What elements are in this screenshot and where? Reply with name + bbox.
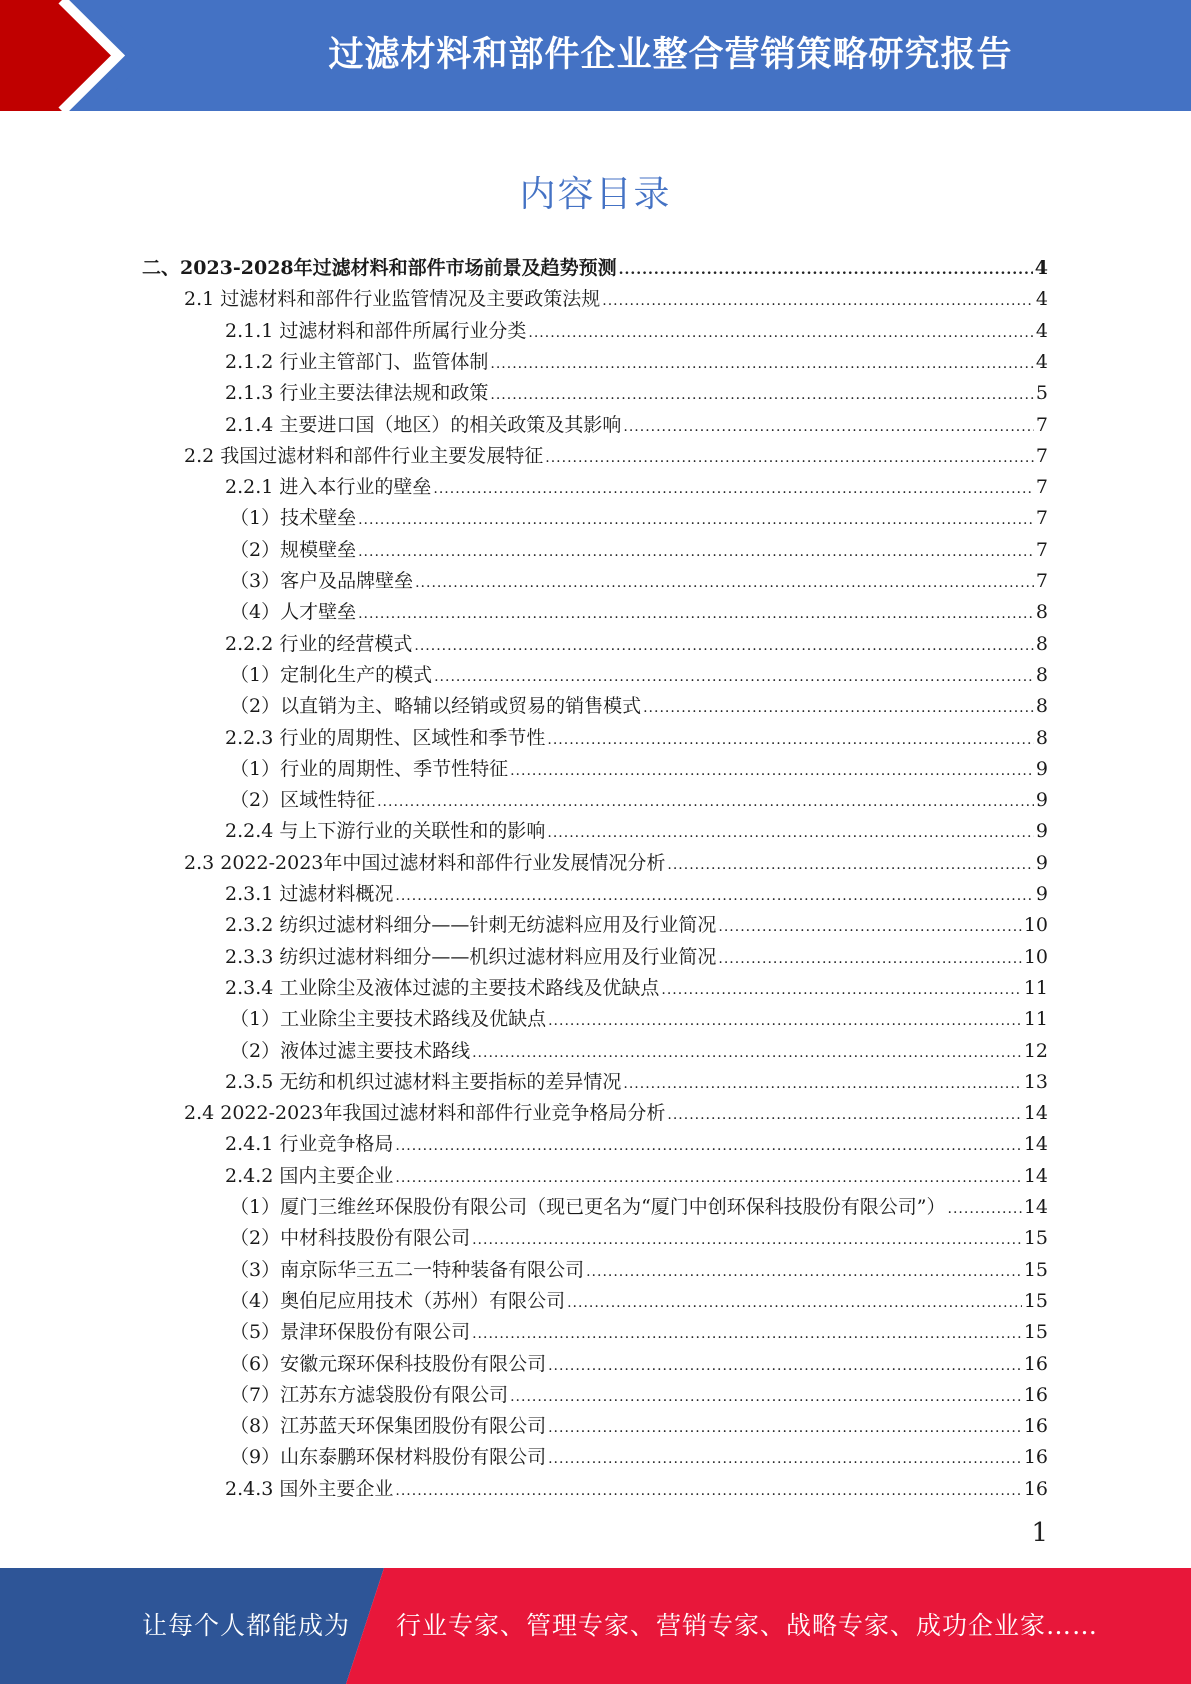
toc-dot-leader xyxy=(948,1194,1022,1225)
toc-dot-leader xyxy=(643,693,1034,724)
toc-entry[interactable] xyxy=(225,942,1048,973)
toc-dot-leader xyxy=(548,1006,1022,1037)
toc-entry-page: 10 xyxy=(1023,914,1048,936)
toc-entry-page: 9 xyxy=(1035,789,1048,811)
footer-slogan-right: 行业专家、管理专家、营销专家、战略专家、成功企业家…… xyxy=(396,1611,1099,1640)
toc-entry-text: 2.3.3 纺织过滤材料细分——机织过滤材料应用及行业简况 xyxy=(225,946,717,968)
toc-entry-text: （7）江苏东方滤袋股份有限公司 xyxy=(230,1384,509,1406)
toc-entry-text: （3）客户及品牌壁垒 xyxy=(230,570,414,592)
toc-entry[interactable] xyxy=(230,597,1048,628)
toc-dot-leader xyxy=(358,599,1034,630)
toc-entry[interactable] xyxy=(230,1004,1048,1035)
footer-slogan-left: 让每个人都能成为 xyxy=(142,1611,351,1640)
header-banner xyxy=(0,0,1191,111)
toc-entry-text: 2.2 我国过滤材料和部件行业主要发展特征 xyxy=(184,445,544,467)
toc-entry-page: 7 xyxy=(1035,507,1048,529)
toc-entry[interactable] xyxy=(225,1161,1048,1192)
toc-entry[interactable] xyxy=(230,1317,1048,1348)
toc-dot-leader xyxy=(358,537,1034,568)
toc-entry-text: 2.1.2 行业主管部门、监管体制 xyxy=(225,351,489,373)
toc-entry[interactable] xyxy=(142,253,1048,284)
toc-entry-page: 4 xyxy=(1034,257,1048,279)
toc-entry-text: 2.2.3 行业的周期性、区域性和季节性 xyxy=(225,727,546,749)
toc-entry[interactable] xyxy=(230,503,1048,534)
toc-dot-leader xyxy=(415,568,1034,599)
toc-entry-page: 15 xyxy=(1023,1259,1048,1281)
toc-entry-page: 14 xyxy=(1023,1102,1048,1124)
toc-entry[interactable] xyxy=(230,1286,1048,1317)
toc-entry[interactable] xyxy=(225,816,1048,847)
toc-dot-leader xyxy=(547,725,1034,756)
toc-entry[interactable] xyxy=(225,316,1048,347)
toc-entry-page: 7 xyxy=(1035,414,1048,436)
toc-entry-page: 8 xyxy=(1035,601,1048,623)
toc-entry-page: 11 xyxy=(1023,977,1048,999)
toc-entry-text: （1）行业的周期性、季节性特征 xyxy=(230,758,509,780)
toc-dot-leader xyxy=(602,286,1034,317)
toc-entry-text: （2）中材科技股份有限公司 xyxy=(230,1227,471,1249)
toc-entry[interactable] xyxy=(225,378,1048,409)
toc-entry[interactable] xyxy=(225,410,1048,441)
toc-entry-page: 8 xyxy=(1035,633,1048,655)
toc-dot-leader xyxy=(547,818,1034,849)
toc-entry-text: （2）区域性特征 xyxy=(230,789,376,811)
toc-entry[interactable] xyxy=(230,566,1048,597)
toc-dot-leader xyxy=(433,474,1034,505)
toc-entry-text: 2.1.3 行业主要法律法规和政策 xyxy=(225,382,489,404)
toc-entry[interactable] xyxy=(230,1255,1048,1286)
toc-dot-leader xyxy=(667,850,1034,881)
toc-entry-page: 7 xyxy=(1035,445,1048,467)
toc-entry[interactable] xyxy=(230,535,1048,566)
toc-entry-page: 10 xyxy=(1023,946,1048,968)
toc-entry-text: （1）工业除尘主要技术路线及优缺点 xyxy=(230,1008,547,1030)
toc-entry-text: （1）厦门三维丝环保股份有限公司（现已更名为“厦门中创环保科技股份有限公司”） xyxy=(230,1196,946,1218)
toc-dot-leader xyxy=(358,505,1034,536)
toc-dot-leader xyxy=(623,412,1034,443)
toc-entry-page: 5 xyxy=(1035,382,1048,404)
toc-dot-leader xyxy=(718,944,1021,975)
toc-entry-text: （4）奥伯尼应用技术（苏州）有限公司 xyxy=(230,1290,566,1312)
toc-entry[interactable] xyxy=(230,1411,1048,1442)
toc-entry-page: 9 xyxy=(1035,852,1048,874)
toc-entry-page: 16 xyxy=(1023,1415,1048,1437)
toc-entry-text: 2.4.3 国外主要企业 xyxy=(225,1478,394,1500)
toc-entry[interactable] xyxy=(230,691,1048,722)
toc-dot-leader xyxy=(510,1382,1022,1413)
toc-dot-leader xyxy=(567,1288,1022,1319)
toc-entry-page: 9 xyxy=(1035,758,1048,780)
toc-entry[interactable] xyxy=(225,1067,1048,1098)
toc-entry[interactable] xyxy=(230,1442,1048,1473)
toc-entry[interactable] xyxy=(225,1474,1048,1505)
toc-entry[interactable] xyxy=(184,284,1048,315)
toc-entry-text: 2.3.2 纺织过滤材料细分——针刺无纺滤料应用及行业简况 xyxy=(225,914,717,936)
toc-entry[interactable] xyxy=(225,629,1048,660)
toc-entry-page: 15 xyxy=(1023,1321,1048,1343)
toc-entry-page: 7 xyxy=(1035,570,1048,592)
toc-dot-leader xyxy=(414,631,1034,662)
toc-entry-page: 4 xyxy=(1035,351,1048,373)
header-arrow-decoration xyxy=(0,0,150,111)
toc-entry[interactable] xyxy=(225,472,1048,503)
toc-entry-text: 2.1 过滤材料和部件行业监管情况及主要政策法规 xyxy=(184,288,601,310)
toc-entry-page: 16 xyxy=(1023,1384,1048,1406)
toc-entry-page: 11 xyxy=(1023,1008,1048,1030)
toc-entry[interactable] xyxy=(225,973,1048,1004)
report-title: 过滤材料和部件企业整合营销策略研究报告 xyxy=(328,35,1013,75)
toc-entry[interactable] xyxy=(230,754,1048,785)
toc-entry-text: （4）人才壁垒 xyxy=(230,601,357,623)
toc-entry-text: 2.3.4 工业除尘及液体过滤的主要技术路线及优缺点 xyxy=(225,977,660,999)
toc-entry-text: 2.3 2022-2023年中国过滤材料和部件行业发展情况分析 xyxy=(184,852,666,874)
toc-dot-leader xyxy=(434,662,1034,693)
toc-entry-page: 4 xyxy=(1035,288,1048,310)
toc-dot-leader xyxy=(490,349,1034,380)
toc-dot-leader xyxy=(661,975,1021,1006)
toc-entry[interactable] xyxy=(230,1036,1048,1067)
toc-entry-page: 15 xyxy=(1023,1290,1048,1312)
toc-entry-text: 2.1.4 主要进口国（地区）的相关政策及其影响 xyxy=(225,414,622,436)
toc-entry-text: 2.4.2 国内主要企业 xyxy=(225,1165,394,1187)
toc-dot-leader xyxy=(586,1257,1022,1288)
toc-entry-text: 2.2.2 行业的经营模式 xyxy=(225,633,413,655)
toc-entry-text: （8）江苏蓝天环保集团股份有限公司 xyxy=(230,1415,547,1437)
toc-entry-page: 14 xyxy=(1023,1196,1048,1218)
toc-entry-page: 8 xyxy=(1035,664,1048,686)
toc-entry-page: 7 xyxy=(1035,476,1048,498)
toc-dot-leader xyxy=(619,255,1033,286)
toc-entry[interactable] xyxy=(225,910,1048,941)
toc-entry-text: （2）规模壁垒 xyxy=(230,539,357,561)
toc-dot-leader xyxy=(395,881,1034,912)
toc-dot-leader xyxy=(548,1413,1022,1444)
toc-entry-page: 8 xyxy=(1035,727,1048,749)
toc-entry[interactable] xyxy=(225,347,1048,378)
toc-entry-text: 二、2023-2028年过滤材料和部件市场前景及趋势预测 xyxy=(142,257,617,279)
toc-entry-page: 9 xyxy=(1035,820,1048,842)
toc-entry-text: 2.2.4 与上下游行业的关联性和的影响 xyxy=(225,820,546,842)
toc-entry[interactable] xyxy=(230,1349,1048,1380)
toc-entry-page: 16 xyxy=(1023,1353,1048,1375)
toc-entry[interactable] xyxy=(230,660,1048,691)
toc-dot-leader xyxy=(623,1069,1021,1100)
toc-entry-page: 16 xyxy=(1023,1478,1048,1500)
toc-entry-page: 14 xyxy=(1023,1165,1048,1187)
toc-entry-page: 14 xyxy=(1023,1133,1048,1155)
toc-entry-text: 2.3.1 过滤材料概况 xyxy=(225,883,394,905)
footer-banner xyxy=(0,1568,1191,1684)
toc-entry-text: （1）技术壁垒 xyxy=(230,507,357,529)
toc-entry-page: 4 xyxy=(1035,320,1048,342)
toc-entry-text: （2）液体过滤主要技术路线 xyxy=(230,1040,471,1062)
toc-dot-leader xyxy=(667,1100,1021,1131)
toc-dot-leader xyxy=(548,1351,1022,1382)
toc-entry[interactable] xyxy=(230,1192,1048,1223)
toc-entry-text: 2.4.1 行业竞争格局 xyxy=(225,1133,394,1155)
toc-entry[interactable] xyxy=(225,1129,1048,1160)
toc-dot-leader xyxy=(545,443,1034,474)
toc-dot-leader xyxy=(395,1476,1021,1507)
toc-entry-page: 9 xyxy=(1035,883,1048,905)
toc-dot-leader xyxy=(395,1131,1021,1162)
toc-entry[interactable] xyxy=(184,1098,1048,1129)
toc-entry-page: 7 xyxy=(1035,539,1048,561)
toc-entry-text: 2.2.1 进入本行业的壁垒 xyxy=(225,476,432,498)
toc-entry[interactable] xyxy=(230,785,1048,816)
toc-entry-text: （2）以直销为主、略辅以经销或贸易的销售模式 xyxy=(230,695,642,717)
toc-dot-leader xyxy=(472,1225,1022,1256)
toc-heading: 内容目录 xyxy=(519,174,672,215)
toc-entry[interactable] xyxy=(225,723,1048,754)
toc-entry-page: 12 xyxy=(1023,1040,1048,1062)
toc-entry-text: 2.4 2022-2023年我国过滤材料和部件行业竞争格局分析 xyxy=(184,1102,666,1124)
toc-entry-page: 13 xyxy=(1023,1071,1048,1093)
toc-entry-text: （1）定制化生产的模式 xyxy=(230,664,433,686)
toc-dot-leader xyxy=(510,756,1034,787)
toc-entry-text: 2.3.5 无纺和机织过滤材料主要指标的差异情况 xyxy=(225,1071,622,1093)
toc-entry-text: （9）山东泰鹏环保材料股份有限公司 xyxy=(230,1446,547,1468)
toc-dot-leader xyxy=(472,1038,1022,1069)
toc-dot-leader xyxy=(472,1319,1022,1350)
toc-dot-leader xyxy=(548,1444,1022,1475)
toc-dot-leader xyxy=(490,380,1034,411)
toc-entry-text: （3）南京际华三五二一特种装备有限公司 xyxy=(230,1259,585,1281)
toc-dot-leader xyxy=(395,1163,1021,1194)
toc-entry[interactable] xyxy=(230,1223,1048,1254)
toc-dot-leader xyxy=(528,318,1034,349)
toc-entry-page: 15 xyxy=(1023,1227,1048,1249)
toc-entry-page: 8 xyxy=(1035,695,1048,717)
toc-entry-text: 2.1.1 过滤材料和部件所属行业分类 xyxy=(225,320,527,342)
toc-entry[interactable] xyxy=(230,1380,1048,1411)
toc-entry-page: 16 xyxy=(1023,1446,1048,1468)
toc-entry[interactable] xyxy=(184,848,1048,879)
toc-dot-leader xyxy=(377,787,1034,818)
toc-entry[interactable] xyxy=(184,441,1048,472)
toc-dot-leader xyxy=(718,912,1021,943)
page-number: 1 xyxy=(1031,1518,1048,1548)
toc-entry-text: （6）安徽元琛环保科技股份有限公司 xyxy=(230,1353,547,1375)
toc-entry-text: （5）景津环保股份有限公司 xyxy=(230,1321,471,1343)
toc-entry[interactable] xyxy=(225,879,1048,910)
